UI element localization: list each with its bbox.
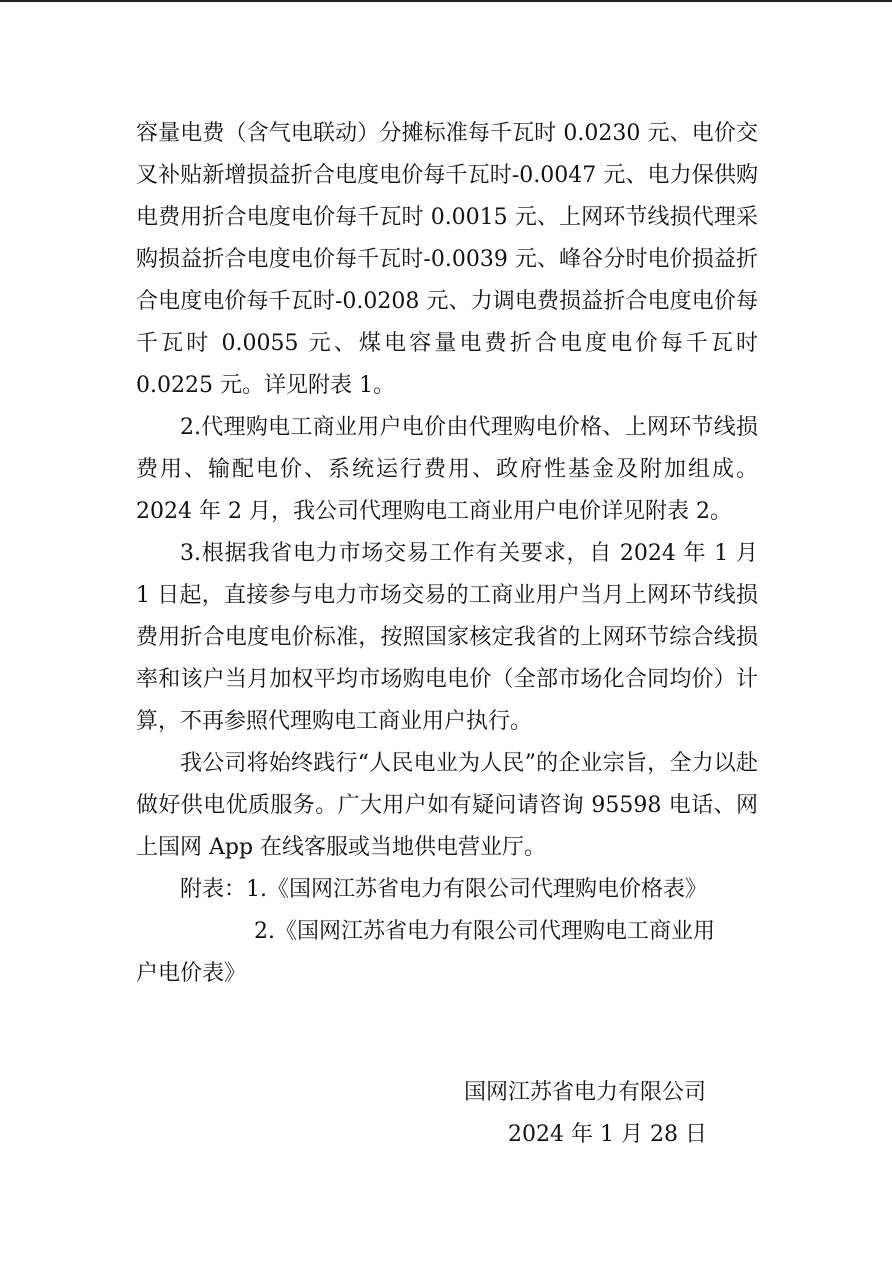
- signature-date: 2024 年 1 月 28 日: [508, 1122, 707, 1147]
- signature-block: [460, 1072, 760, 1156]
- attachment-list-item-2: [136, 911, 758, 953]
- paragraph-2-user-price: 2.代理购电工商业用户电价由代理购电价格、上网环节线损费用、输配电价、系统运行费用、政府性基金及附加组成。2024 年 2 月，我公司代理购电工商业用户电价详见附表 2。: [136, 415, 758, 524]
- attachment-1-title: 1.《国网江苏省电力有限公司代理购电价格表》: [246, 877, 708, 902]
- attachment-2-title-line1: 2.《国网江苏省电力有限公司代理购电工商业用: [254, 919, 715, 944]
- signature-company: 国网江苏省电力有限公司: [464, 1080, 707, 1105]
- top-border-line: [0, 0, 892, 2]
- paragraph-3-market-trading: 3.根据我省电力市场交易工作有关要求，自 2024 年 1 月 1 日起，直接参与电力市场交易的工商业用户当月上网环节线损费用折合电度电价标准，按照国家核定我省的上网环节综合线损率和该户当月加权平均市场购电电价（全部市场化合同均价）计算，不再参照代理购电工商业用户执行。: [136, 541, 758, 734]
- attachment-2-title-line2: 户电价表》: [136, 961, 247, 986]
- attachment-list-item-2-continued: [136, 953, 758, 995]
- paragraph-service-statement: 我公司将始终践行“人民电业为人民”的企业宗旨，全力以赴做好供电优质服务。广大用户如有疑问请咨询 95598 电话、网上国网 App 在线客服或当地供电营业厅。: [136, 751, 758, 860]
- attachment-label: 附表：: [180, 877, 247, 902]
- paragraph-price-components: 容量电费（含气电联动）分摊标准每千瓦时 0.0230 元、电价交叉补贴新增损益折合电度电价每千瓦时-0.0047 元、电力保供购电费用折合电度电价每千瓦时 0.0015 元、上网环节线损代理采购损益折合电度电价每千瓦时-0.0039 元、峰谷分时电价损益折合电度电价每千瓦时-0.0208 元、力调电费损益折合电度电价每千瓦时 0.0055 元、煤电容量电费折合电度电价每千瓦时 0.0225 元。详见附表 1。: [136, 121, 758, 398]
- attachment-list-item-1: [136, 869, 758, 911]
- document-body: [136, 113, 758, 995]
